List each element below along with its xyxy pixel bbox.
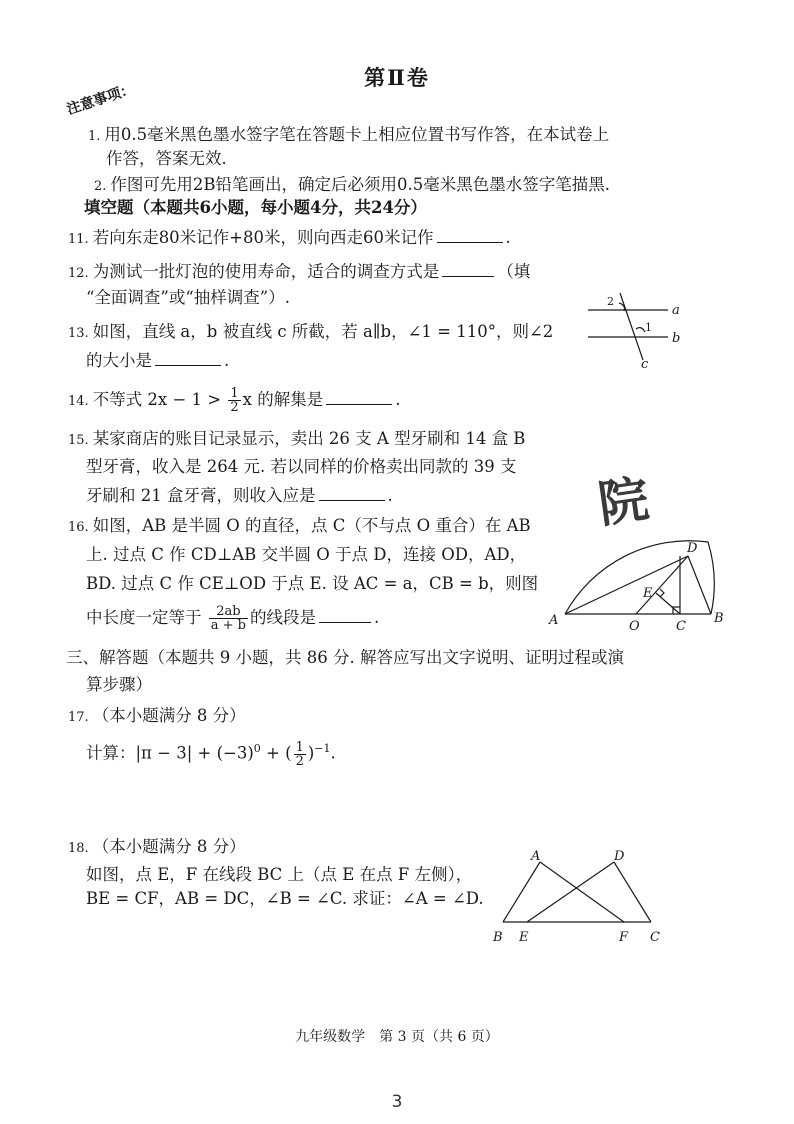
page-title: 第Ⅱ卷 <box>364 65 430 90</box>
question-13: 13. 如图，直线 a，b 被直线 c 所截，若 a∥b，∠1 = 110°，则∠2 <box>68 322 554 341</box>
label-c: c <box>641 357 649 372</box>
label-C: C <box>676 619 686 634</box>
label-C: C <box>650 930 660 945</box>
question-11: 11. 若向东走80米记作+80米，则向西走60米记作 . <box>68 228 511 247</box>
segment-de <box>527 862 614 922</box>
question-17: 17. （本小题满分 8 分） <box>68 706 246 725</box>
question-18-cont-2: BE = CF，AB = DC，∠B = ∠C. 求证：∠A = ∠D. <box>86 889 484 908</box>
question-16-cont-3: 中长度一定等于 $\frac{2ab}{a + b}$ 的线段是 . <box>86 604 380 633</box>
watermark-character: 院 <box>594 469 653 535</box>
fraction: $\frac{1}{2}$ <box>230 386 239 415</box>
page-number: 3 <box>391 1092 403 1112</box>
label-b: b <box>672 331 681 346</box>
note-1: 1. 用0.5毫米黑色墨水签字笔在答题卡上相应位置书写作答，在本试卷上 <box>88 125 610 144</box>
label-O: O <box>629 619 640 634</box>
segment-ab <box>503 862 540 922</box>
question-16-cont-2: BD. 过点 C 作 CE⊥OD 于点 E. 设 AC = a，CB = b，则图 <box>86 574 539 593</box>
label-B: B <box>493 930 503 945</box>
question-13-cont: 的大小是 . <box>86 351 230 370</box>
question-12: 12. 为测试一批灯泡的使用寿命，适合的调查方式是 （填 <box>68 262 531 281</box>
segment-af <box>540 862 624 922</box>
segment-dc <box>614 862 651 922</box>
question-18-cont-1: 如图，点 E，F 在线段 BC 上（点 E 在点 F 左侧）， <box>86 865 473 884</box>
label-A: A <box>531 849 541 864</box>
notes-heading: 注意事项： <box>64 81 137 119</box>
label-angle-1: 1 <box>645 321 652 334</box>
label-F: F <box>619 930 629 945</box>
note-2: 2. 作图可先用2B铅笔画出，确定后必须用0.5毫米黑色墨水签字笔描黑. <box>94 175 611 194</box>
note-1-cont: 作答，答案无效. <box>106 149 227 168</box>
label-B: B <box>714 611 724 626</box>
question-16-cont-1: 上. 过点 C 作 CD⊥AB 交半圆 O 于点 D，连接 OD，AD， <box>86 545 527 564</box>
label-A: A <box>549 613 559 628</box>
label-D: D <box>614 849 625 864</box>
question-16: 16. 如图，AB 是半圆 O 的直径，点 C（不与点 O 重合）在 AB <box>68 516 531 535</box>
solve-section-heading: 三、解答题（本题共 9 小题，共 86 分. 解答应写出文字说明、证明过程或演 <box>66 648 624 667</box>
question-14: 14. 不等式 2x − 1 > $\frac{1}{2}$ x 的解集是 . <box>68 386 401 415</box>
question-15: 15. 某家商店的账目记录显示，卖出 26 支 A 型牙刷和 14 盒 B <box>68 429 526 448</box>
label-E: E <box>643 586 653 601</box>
fraction: $\frac{1}{2}$ <box>295 739 304 769</box>
question-12-cont: “全面调查”或“抽样调查”）. <box>86 288 290 307</box>
label-E: E <box>519 930 529 945</box>
fill-section-heading: 填空题（本题共6小题，每小题4分，共24分） <box>84 198 427 217</box>
question-15-cont-2: 牙刷和 21 盒牙膏，则收入应是 . <box>86 486 393 505</box>
question-15-cont-1: 型牙膏，收入是 264 元. 若以同样的价格卖出同款的 39 支 <box>86 457 517 476</box>
solve-section-heading-cont: 算步骤） <box>86 675 152 694</box>
label-D: D <box>687 541 698 556</box>
label-angle-2: 2 <box>607 295 614 308</box>
question-18: 18. （本小题满分 8 分） <box>68 837 246 856</box>
label-a: a <box>672 303 680 318</box>
fraction: $\frac{2ab}{a + b}$ <box>210 604 246 633</box>
question-17-expression: 计算：$|\pi - 3| + (-3)^0$ + ( $\frac{1}{2}$ )$^{-1}$. <box>86 739 336 769</box>
page-footer: 九年级数学 第 3 页（共 6 页） <box>295 1029 499 1045</box>
